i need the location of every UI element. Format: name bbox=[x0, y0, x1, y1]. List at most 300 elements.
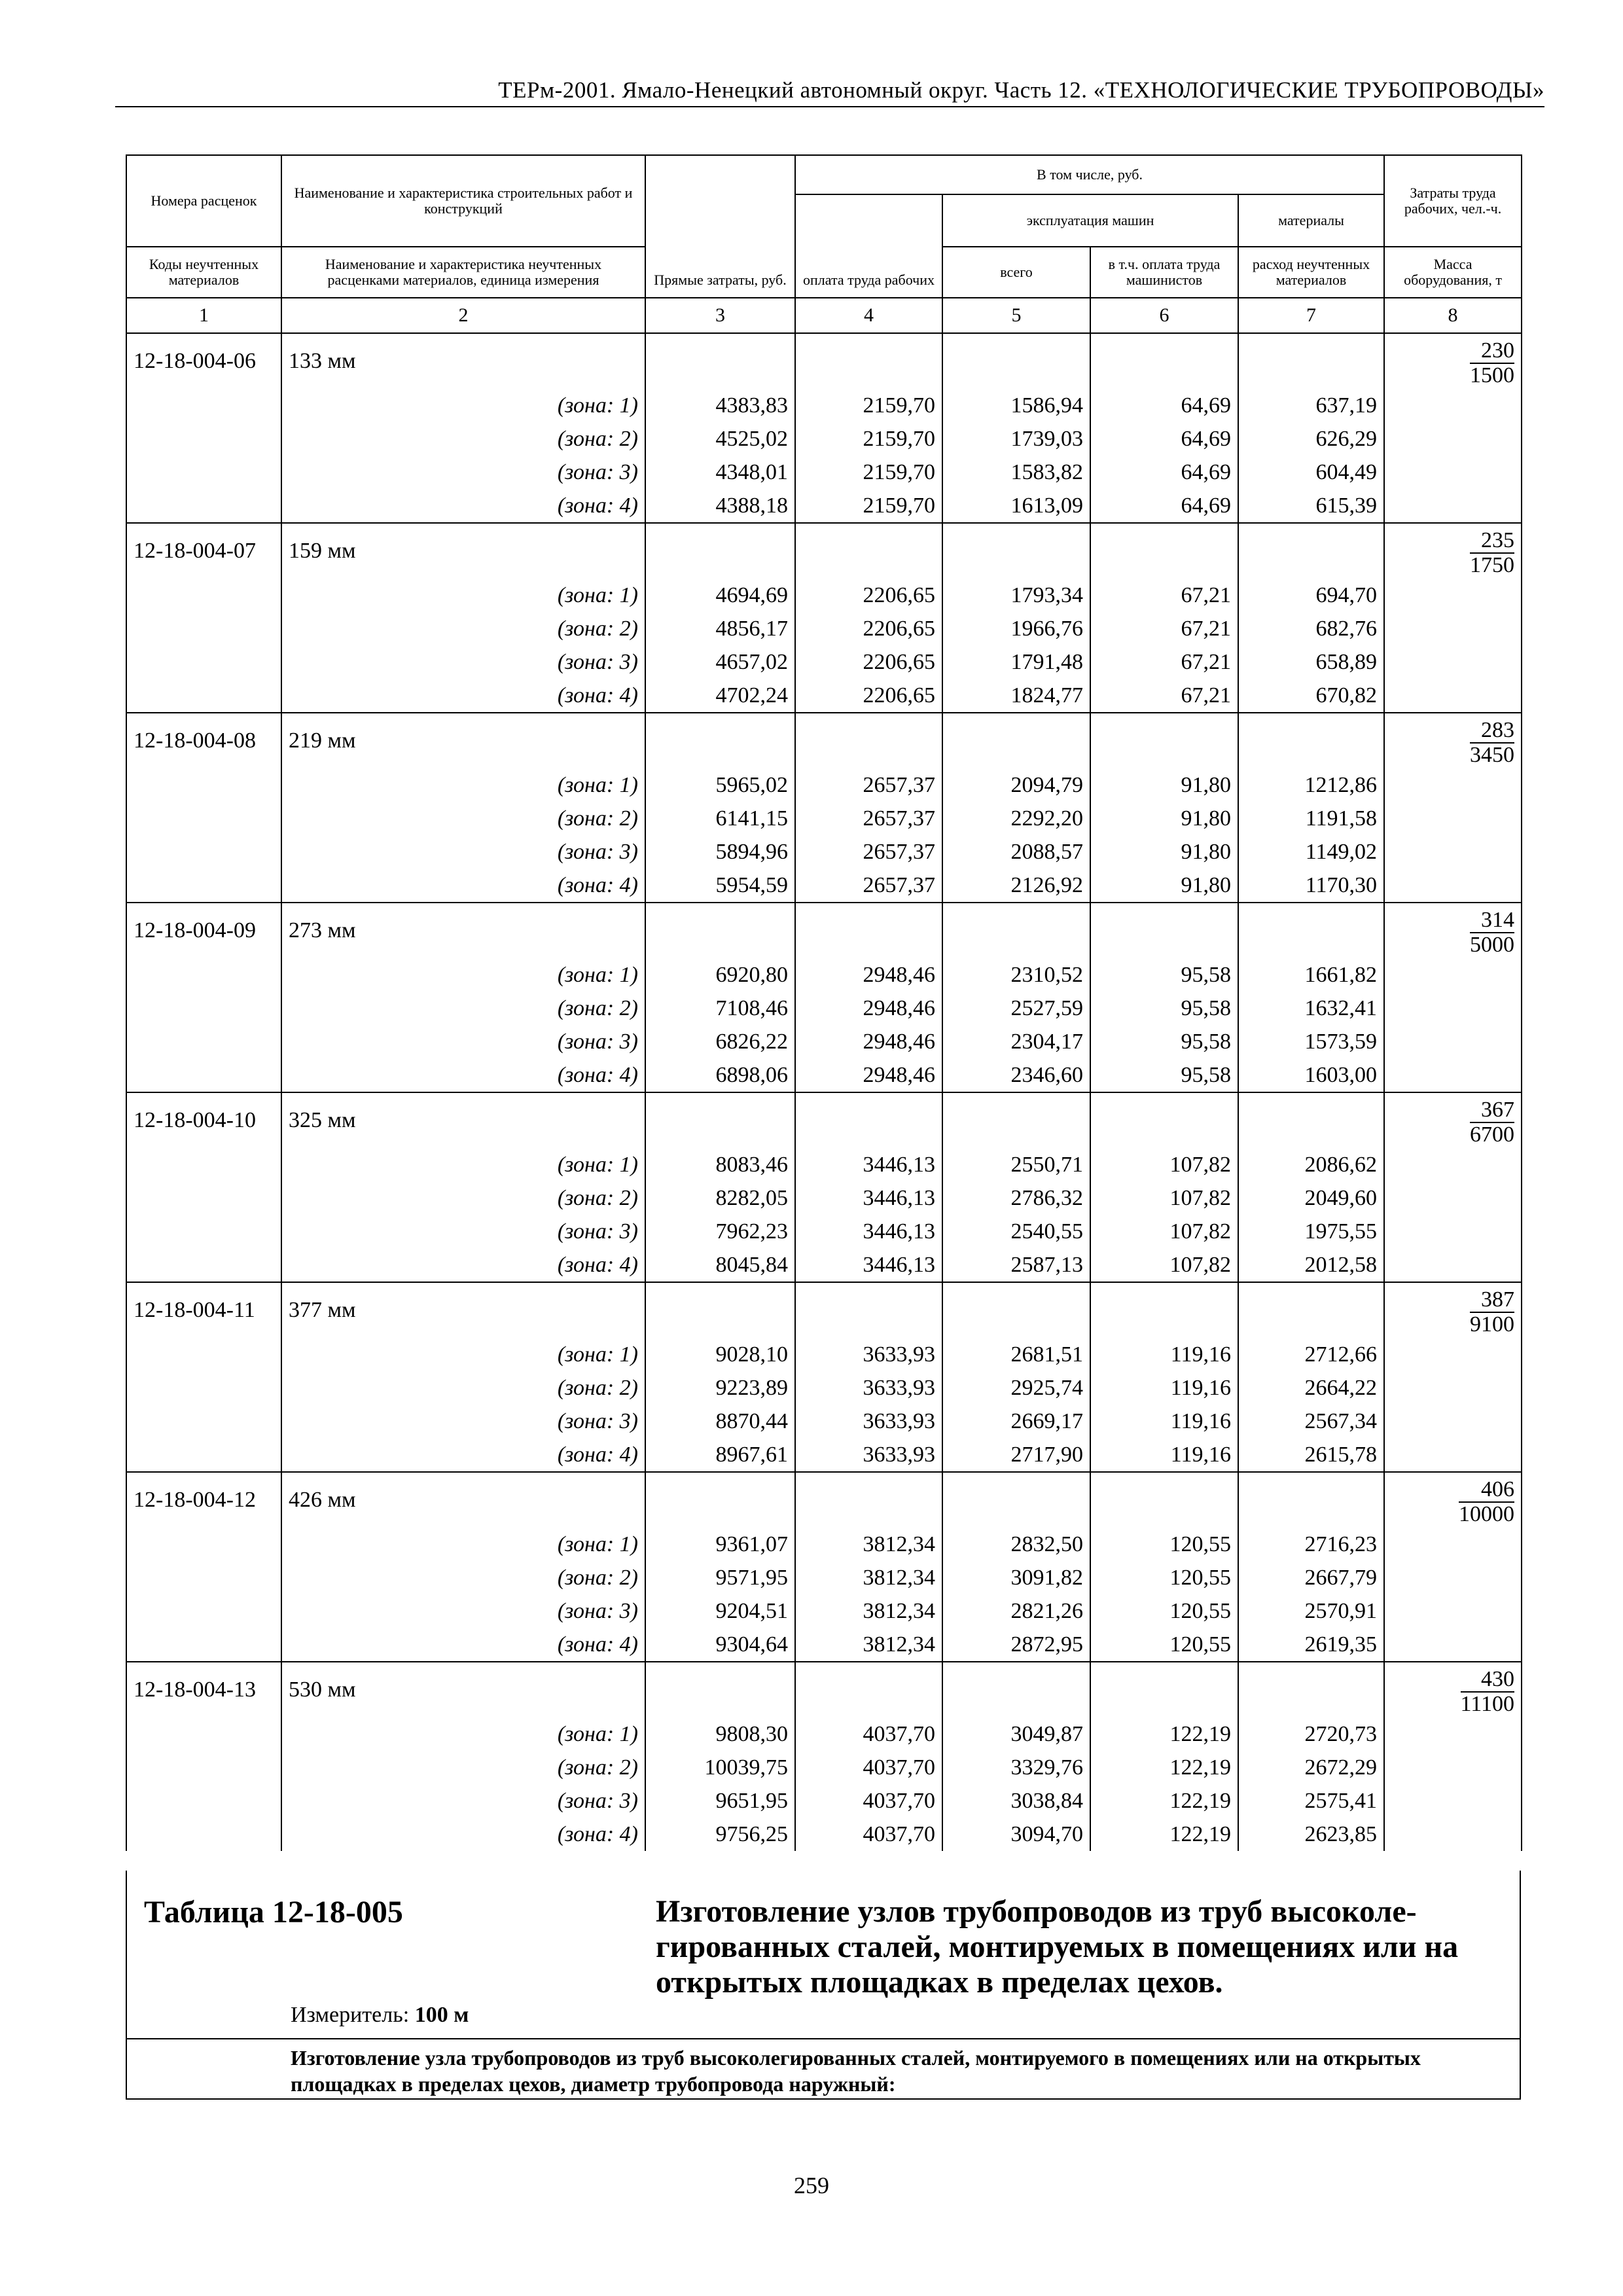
empty-cell bbox=[126, 1624, 281, 1662]
labor-mass-cell bbox=[1384, 903, 1522, 1092]
zone-row bbox=[126, 798, 1522, 831]
empty-cell bbox=[126, 764, 281, 798]
worker-wages-cell: 3446,13 bbox=[795, 1244, 942, 1282]
machines-total-cell: 2088,57 bbox=[942, 831, 1090, 865]
zone-label: (зона: 4) bbox=[281, 1434, 645, 1472]
table-body bbox=[126, 333, 1522, 1851]
rate-code: 12-18-004-09 bbox=[126, 903, 281, 954]
materials-cell: 2049,60 bbox=[1238, 1177, 1384, 1211]
materials-cell: 2720,73 bbox=[1238, 1713, 1384, 1747]
materials-cell: 2567,34 bbox=[1238, 1401, 1384, 1434]
zone-row bbox=[126, 1334, 1522, 1367]
rate-code: 12-18-004-11 bbox=[126, 1282, 281, 1334]
empty-cell bbox=[1238, 1662, 1384, 1713]
header-machines: эксплуатация машин bbox=[942, 194, 1238, 247]
empty-cell bbox=[645, 713, 795, 764]
machinist-wages-cell: 95,58 bbox=[1090, 1021, 1238, 1054]
worker-wages-cell: 2948,46 bbox=[795, 1054, 942, 1092]
materials-cell: 2615,78 bbox=[1238, 1434, 1384, 1472]
column-number: 4 bbox=[795, 298, 942, 333]
worker-wages-cell: 3633,93 bbox=[795, 1367, 942, 1401]
zone-label: (зона: 3) bbox=[281, 1780, 645, 1814]
empty-cell bbox=[126, 418, 281, 452]
worker-wages-cell: 3633,93 bbox=[795, 1334, 942, 1367]
empty-cell bbox=[126, 1401, 281, 1434]
zone-label: (зона: 2) bbox=[281, 988, 645, 1021]
zone-row bbox=[126, 452, 1522, 485]
pipe-diameter: 325 мм bbox=[281, 1092, 645, 1144]
zone-label: (зона: 2) bbox=[281, 1177, 645, 1211]
direct-cost-cell: 9756,25 bbox=[645, 1814, 795, 1851]
machinist-wages-cell: 122,19 bbox=[1090, 1747, 1238, 1780]
zone-row bbox=[126, 1624, 1522, 1662]
machines-total-cell: 2304,17 bbox=[942, 1021, 1090, 1054]
direct-cost-cell: 8083,46 bbox=[645, 1144, 795, 1177]
materials-cell: 1975,55 bbox=[1238, 1211, 1384, 1244]
equipment-mass: 9100 bbox=[1470, 1312, 1515, 1336]
empty-cell bbox=[795, 1282, 942, 1334]
direct-cost-cell: 6826,22 bbox=[645, 1021, 795, 1054]
empty-cell bbox=[1090, 1472, 1238, 1524]
empty-cell bbox=[645, 1092, 795, 1144]
machinist-wages-cell: 107,82 bbox=[1090, 1244, 1238, 1282]
empty-cell bbox=[1090, 1662, 1238, 1713]
empty-cell bbox=[126, 1747, 281, 1780]
empty-cell bbox=[942, 713, 1090, 764]
empty-cell bbox=[1090, 1092, 1238, 1144]
column-number: 2 bbox=[281, 298, 645, 333]
worker-wages-cell: 2657,37 bbox=[795, 865, 942, 903]
machinist-wages-cell: 122,19 bbox=[1090, 1713, 1238, 1747]
machines-total-cell: 3091,82 bbox=[942, 1557, 1090, 1590]
machines-total-cell: 1613,09 bbox=[942, 485, 1090, 523]
zone-label: (зона: 2) bbox=[281, 1557, 645, 1590]
header-col6: в т.ч. оплата труда машинистов bbox=[1090, 247, 1238, 298]
zone-row bbox=[126, 1401, 1522, 1434]
empty-cell bbox=[645, 903, 795, 954]
zone-row bbox=[126, 385, 1522, 418]
zone-label: (зона: 4) bbox=[281, 865, 645, 903]
materials-cell: 1212,86 bbox=[1238, 764, 1384, 798]
machines-total-cell: 2832,50 bbox=[942, 1524, 1090, 1557]
pipe-diameter: 133 мм bbox=[281, 333, 645, 385]
worker-wages-cell: 2206,65 bbox=[795, 575, 942, 608]
zone-label: (зона: 1) bbox=[281, 575, 645, 608]
empty-cell bbox=[645, 1472, 795, 1524]
machines-total-cell: 2669,17 bbox=[942, 1401, 1090, 1434]
direct-cost-cell: 8045,84 bbox=[645, 1244, 795, 1282]
materials-cell: 615,39 bbox=[1238, 485, 1384, 523]
empty-cell bbox=[795, 1662, 942, 1713]
materials-cell: 604,49 bbox=[1238, 452, 1384, 485]
labor-mass-fraction bbox=[1461, 1668, 1514, 1716]
zone-label: (зона: 4) bbox=[281, 485, 645, 523]
materials-cell: 2672,29 bbox=[1238, 1747, 1384, 1780]
column-number: 3 bbox=[645, 298, 795, 333]
worker-wages-cell: 2948,46 bbox=[795, 1021, 942, 1054]
zone-row bbox=[126, 1713, 1522, 1747]
machines-total-cell: 2550,71 bbox=[942, 1144, 1090, 1177]
zone-row bbox=[126, 1211, 1522, 1244]
machines-total-cell: 1793,34 bbox=[942, 575, 1090, 608]
worker-wages-cell: 2206,65 bbox=[795, 608, 942, 641]
zone-row bbox=[126, 988, 1522, 1021]
labor-mass-cell bbox=[1384, 1472, 1522, 1662]
zone-row bbox=[126, 831, 1522, 865]
labor-mass-cell bbox=[1384, 333, 1522, 523]
pipe-diameter: 377 мм bbox=[281, 1282, 645, 1334]
zone-row bbox=[126, 1557, 1522, 1590]
zone-row bbox=[126, 1434, 1522, 1472]
zone-label: (зона: 3) bbox=[281, 831, 645, 865]
direct-cost-cell: 9204,51 bbox=[645, 1590, 795, 1624]
worker-wages-cell: 2657,37 bbox=[795, 764, 942, 798]
direct-cost-cell: 8870,44 bbox=[645, 1401, 795, 1434]
worker-wages-cell: 2206,65 bbox=[795, 641, 942, 675]
materials-cell: 1149,02 bbox=[1238, 831, 1384, 865]
empty-cell bbox=[126, 485, 281, 523]
worker-wages-cell: 3633,93 bbox=[795, 1401, 942, 1434]
worker-wages-cell: 3446,13 bbox=[795, 1177, 942, 1211]
labor-cost: 387 bbox=[1470, 1288, 1514, 1313]
materials-cell: 694,70 bbox=[1238, 575, 1384, 608]
empty-cell bbox=[795, 523, 942, 575]
machinist-wages-cell: 122,19 bbox=[1090, 1780, 1238, 1814]
direct-cost-cell: 4702,24 bbox=[645, 675, 795, 713]
machinist-wages-cell: 120,55 bbox=[1090, 1524, 1238, 1557]
worker-wages-cell: 2657,37 bbox=[795, 798, 942, 831]
header-col2-bottom: Наименование и характеристика неучтенных расценками материалов, единица измерения bbox=[281, 247, 645, 298]
zone-label: (зона: 3) bbox=[281, 452, 645, 485]
empty-cell bbox=[126, 865, 281, 903]
empty-cell bbox=[942, 523, 1090, 575]
machines-total-cell: 2540,55 bbox=[942, 1211, 1090, 1244]
empty-cell bbox=[126, 1144, 281, 1177]
materials-cell: 1170,30 bbox=[1238, 865, 1384, 903]
empty-cell bbox=[126, 675, 281, 713]
zone-label: (зона: 4) bbox=[281, 1054, 645, 1092]
materials-cell: 670,82 bbox=[1238, 675, 1384, 713]
zone-label: (зона: 1) bbox=[281, 1713, 645, 1747]
labor-mass-fraction bbox=[1470, 529, 1514, 577]
empty-cell bbox=[126, 1334, 281, 1367]
rate-code: 12-18-004-07 bbox=[126, 523, 281, 575]
materials-cell: 2667,79 bbox=[1238, 1557, 1384, 1590]
materials-cell: 2086,62 bbox=[1238, 1144, 1384, 1177]
materials-cell: 1661,82 bbox=[1238, 954, 1384, 988]
materials-cell: 2664,22 bbox=[1238, 1367, 1384, 1401]
empty-cell bbox=[126, 988, 281, 1021]
empty-cell bbox=[942, 1472, 1090, 1524]
machines-total-cell: 2681,51 bbox=[942, 1334, 1090, 1367]
worker-wages-cell: 3633,93 bbox=[795, 1434, 942, 1472]
zone-row bbox=[126, 575, 1522, 608]
direct-cost-cell: 5894,96 bbox=[645, 831, 795, 865]
empty-cell bbox=[126, 385, 281, 418]
materials-cell: 626,29 bbox=[1238, 418, 1384, 452]
header-col7: расход неучтенных материалов bbox=[1238, 247, 1384, 298]
equipment-mass: 3450 bbox=[1470, 743, 1515, 767]
header-col4: оплата труда рабочих bbox=[795, 194, 942, 298]
header-group-label: В том числе, руб. bbox=[795, 155, 1384, 194]
header-col5: всего bbox=[942, 247, 1090, 298]
labor-mass-fraction bbox=[1459, 1478, 1514, 1526]
empty-cell bbox=[126, 954, 281, 988]
direct-cost-cell: 9304,64 bbox=[645, 1624, 795, 1662]
machinist-wages-cell: 91,80 bbox=[1090, 764, 1238, 798]
zone-row bbox=[126, 641, 1522, 675]
labor-mass-cell bbox=[1384, 1092, 1522, 1282]
rate-group-header-row bbox=[126, 713, 1522, 764]
rate-code: 12-18-004-13 bbox=[126, 1662, 281, 1713]
rate-group-header-row bbox=[126, 1662, 1522, 1713]
zone-row bbox=[126, 1367, 1522, 1401]
empty-cell bbox=[1090, 1282, 1238, 1334]
header-col8-top: Затраты труда рабочих, чел.-ч. bbox=[1384, 155, 1522, 247]
zone-label: (зона: 3) bbox=[281, 641, 645, 675]
worker-wages-cell: 4037,70 bbox=[795, 1814, 942, 1851]
machinist-wages-cell: 64,69 bbox=[1090, 452, 1238, 485]
header-col1-bottom: Коды неучтенных материалов bbox=[126, 247, 281, 298]
labor-cost: 430 bbox=[1461, 1668, 1514, 1693]
direct-cost-cell: 9651,95 bbox=[645, 1780, 795, 1814]
zone-row bbox=[126, 1054, 1522, 1092]
rate-group-header-row bbox=[126, 1282, 1522, 1334]
worker-wages-cell: 3446,13 bbox=[795, 1211, 942, 1244]
labor-cost: 283 bbox=[1470, 719, 1514, 744]
column-number: 8 bbox=[1384, 298, 1522, 333]
direct-cost-cell: 9223,89 bbox=[645, 1367, 795, 1401]
machinist-wages-cell: 67,21 bbox=[1090, 608, 1238, 641]
labor-cost: 406 bbox=[1459, 1478, 1514, 1503]
zone-label: (зона: 4) bbox=[281, 1814, 645, 1851]
zone-row bbox=[126, 1747, 1522, 1780]
labor-cost: 314 bbox=[1470, 908, 1514, 933]
equipment-mass: 6700 bbox=[1470, 1122, 1515, 1147]
machinist-wages-cell: 107,82 bbox=[1090, 1211, 1238, 1244]
zone-label: (зона: 2) bbox=[281, 1747, 645, 1780]
zone-label: (зона: 3) bbox=[281, 1401, 645, 1434]
machinist-wages-cell: 107,82 bbox=[1090, 1144, 1238, 1177]
rate-group-header-row bbox=[126, 1472, 1522, 1524]
empty-cell bbox=[942, 1662, 1090, 1713]
machines-total-cell: 2786,32 bbox=[942, 1177, 1090, 1211]
empty-cell bbox=[795, 713, 942, 764]
direct-cost-cell: 4383,83 bbox=[645, 385, 795, 418]
zone-row bbox=[126, 1814, 1522, 1851]
machinist-wages-cell: 64,69 bbox=[1090, 385, 1238, 418]
zone-label: (зона: 1) bbox=[281, 954, 645, 988]
empty-cell bbox=[645, 1662, 795, 1713]
worker-wages-cell: 2206,65 bbox=[795, 675, 942, 713]
labor-mass-fraction bbox=[1470, 339, 1514, 387]
empty-cell bbox=[126, 831, 281, 865]
machinist-wages-cell: 91,80 bbox=[1090, 831, 1238, 865]
zone-label: (зона: 1) bbox=[281, 1524, 645, 1557]
machines-total-cell: 2872,95 bbox=[942, 1624, 1090, 1662]
machines-total-cell: 3038,84 bbox=[942, 1780, 1090, 1814]
machines-total-cell: 3094,70 bbox=[942, 1814, 1090, 1851]
worker-wages-cell: 4037,70 bbox=[795, 1747, 942, 1780]
empty-cell bbox=[126, 1211, 281, 1244]
zone-row bbox=[126, 865, 1522, 903]
machines-total-cell: 3049,87 bbox=[942, 1713, 1090, 1747]
empty-cell bbox=[126, 1590, 281, 1624]
empty-cell bbox=[942, 333, 1090, 385]
zone-row bbox=[126, 418, 1522, 452]
next-table-description: Изготовление узла трубопроводов из труб высоколегированных сталей, монтируемого в помещениях или на открытых площадках в пределах цехов, диаметр трубопровода наружный: bbox=[291, 2046, 1421, 2096]
machines-total-cell: 2717,90 bbox=[942, 1434, 1090, 1472]
machinist-wages-cell: 67,21 bbox=[1090, 641, 1238, 675]
empty-cell bbox=[126, 1021, 281, 1054]
zone-label: (зона: 1) bbox=[281, 1144, 645, 1177]
machinist-wages-cell: 67,21 bbox=[1090, 675, 1238, 713]
rate-code: 12-18-004-08 bbox=[126, 713, 281, 764]
zone-row bbox=[126, 1244, 1522, 1282]
worker-wages-cell: 2948,46 bbox=[795, 988, 942, 1021]
worker-wages-cell: 4037,70 bbox=[795, 1780, 942, 1814]
zone-row bbox=[126, 675, 1522, 713]
materials-cell: 682,76 bbox=[1238, 608, 1384, 641]
running-header: ТЕРм-2001. Ямало-Ненецкий автономный округ. Часть 12. «ТЕХНОЛОГИЧЕСКИЕ ТРУБОПРОВОДЫ» bbox=[498, 77, 1544, 103]
zone-label: (зона: 4) bbox=[281, 675, 645, 713]
equipment-mass: 1750 bbox=[1470, 553, 1515, 577]
worker-wages-cell: 2159,70 bbox=[795, 385, 942, 418]
machines-total-cell: 2587,13 bbox=[942, 1244, 1090, 1282]
worker-wages-cell: 2657,37 bbox=[795, 831, 942, 865]
worker-wages-cell: 4037,70 bbox=[795, 1713, 942, 1747]
zone-row bbox=[126, 1177, 1522, 1211]
empty-cell bbox=[645, 333, 795, 385]
zone-label: (зона: 1) bbox=[281, 1334, 645, 1367]
empty-cell bbox=[1238, 1092, 1384, 1144]
direct-cost-cell: 7962,23 bbox=[645, 1211, 795, 1244]
machinist-wages-cell: 119,16 bbox=[1090, 1367, 1238, 1401]
machinist-wages-cell: 120,55 bbox=[1090, 1624, 1238, 1662]
empty-cell bbox=[942, 903, 1090, 954]
direct-cost-cell: 10039,75 bbox=[645, 1747, 795, 1780]
direct-cost-cell: 5965,02 bbox=[645, 764, 795, 798]
empty-cell bbox=[645, 523, 795, 575]
labor-mass-cell bbox=[1384, 1282, 1522, 1472]
header-col8-bottom: Масса оборудования, т bbox=[1384, 247, 1522, 298]
machinist-wages-cell: 120,55 bbox=[1090, 1590, 1238, 1624]
machines-total-cell: 2094,79 bbox=[942, 764, 1090, 798]
empty-cell bbox=[126, 1780, 281, 1814]
column-number: 5 bbox=[942, 298, 1090, 333]
machinist-wages-cell: 95,58 bbox=[1090, 988, 1238, 1021]
direct-cost-cell: 6141,15 bbox=[645, 798, 795, 831]
empty-cell bbox=[795, 1092, 942, 1144]
empty-cell bbox=[645, 1282, 795, 1334]
pipe-diameter: 426 мм bbox=[281, 1472, 645, 1524]
zone-row bbox=[126, 485, 1522, 523]
materials-cell: 1603,00 bbox=[1238, 1054, 1384, 1092]
empty-cell bbox=[942, 1282, 1090, 1334]
empty-cell bbox=[126, 641, 281, 675]
zone-label: (зона: 1) bbox=[281, 385, 645, 418]
direct-cost-cell: 8967,61 bbox=[645, 1434, 795, 1472]
equipment-mass: 10000 bbox=[1459, 1502, 1515, 1526]
labor-mass-fraction bbox=[1470, 1098, 1514, 1147]
machines-total-cell: 3329,76 bbox=[942, 1747, 1090, 1780]
zone-label: (зона: 2) bbox=[281, 1367, 645, 1401]
worker-wages-cell: 3812,34 bbox=[795, 1624, 942, 1662]
machines-total-cell: 1966,76 bbox=[942, 608, 1090, 641]
direct-cost-cell: 9361,07 bbox=[645, 1524, 795, 1557]
empty-cell bbox=[126, 575, 281, 608]
zone-row bbox=[126, 608, 1522, 641]
empty-cell bbox=[126, 608, 281, 641]
rate-code: 12-18-004-06 bbox=[126, 333, 281, 385]
rate-code: 12-18-004-12 bbox=[126, 1472, 281, 1524]
empty-cell bbox=[126, 1557, 281, 1590]
direct-cost-cell: 4856,17 bbox=[645, 608, 795, 641]
machinist-wages-cell: 119,16 bbox=[1090, 1401, 1238, 1434]
empty-cell bbox=[1090, 333, 1238, 385]
worker-wages-cell: 2948,46 bbox=[795, 954, 942, 988]
empty-cell bbox=[1238, 1472, 1384, 1524]
header-col1-top: Номера расценок bbox=[126, 155, 281, 247]
empty-cell bbox=[126, 1177, 281, 1211]
worker-wages-cell: 3812,34 bbox=[795, 1590, 942, 1624]
pipe-diameter: 159 мм bbox=[281, 523, 645, 575]
worker-wages-cell: 2159,70 bbox=[795, 452, 942, 485]
machinist-wages-cell: 91,80 bbox=[1090, 798, 1238, 831]
materials-cell: 2623,85 bbox=[1238, 1814, 1384, 1851]
materials-cell: 2570,91 bbox=[1238, 1590, 1384, 1624]
empty-cell bbox=[795, 903, 942, 954]
zone-label: (зона: 2) bbox=[281, 608, 645, 641]
machines-total-cell: 1583,82 bbox=[942, 452, 1090, 485]
empty-cell bbox=[1238, 333, 1384, 385]
empty-cell bbox=[1090, 903, 1238, 954]
next-table-title: Изготовление узлов трубопроводов из труб высоколе-гированных сталей, монтируемых в помещениях или на открытых площадках в пределах цехов. bbox=[656, 1894, 1459, 2000]
worker-wages-cell: 3446,13 bbox=[795, 1144, 942, 1177]
materials-cell: 1632,41 bbox=[1238, 988, 1384, 1021]
materials-cell: 658,89 bbox=[1238, 641, 1384, 675]
empty-cell bbox=[126, 1054, 281, 1092]
direct-cost-cell: 9571,95 bbox=[645, 1557, 795, 1590]
zone-row bbox=[126, 1780, 1522, 1814]
empty-cell bbox=[126, 1434, 281, 1472]
labor-cost: 367 bbox=[1470, 1098, 1514, 1123]
zone-label: (зона: 1) bbox=[281, 764, 645, 798]
header-rule bbox=[115, 106, 1544, 107]
zone-label: (зона: 3) bbox=[281, 1021, 645, 1054]
direct-cost-cell: 4348,01 bbox=[645, 452, 795, 485]
table-header bbox=[126, 155, 1522, 333]
empty-cell bbox=[126, 1713, 281, 1747]
zone-row bbox=[126, 954, 1522, 988]
machinist-wages-cell: 107,82 bbox=[1090, 1177, 1238, 1211]
labor-mass-cell bbox=[1384, 713, 1522, 903]
page-number: 259 bbox=[794, 2172, 829, 2198]
labor-mass-fraction bbox=[1470, 719, 1514, 767]
caption-rule bbox=[127, 2038, 1520, 2039]
empty-cell bbox=[126, 452, 281, 485]
pipe-diameter: 273 мм bbox=[281, 903, 645, 954]
machinist-wages-cell: 95,58 bbox=[1090, 954, 1238, 988]
materials-cell: 2619,35 bbox=[1238, 1624, 1384, 1662]
empty-cell bbox=[126, 1244, 281, 1282]
empty-cell bbox=[795, 1472, 942, 1524]
rate-group-header-row bbox=[126, 523, 1522, 575]
labor-mass-cell bbox=[1384, 523, 1522, 713]
zone-label: (зона: 2) bbox=[281, 418, 645, 452]
empty-cell bbox=[1238, 1282, 1384, 1334]
worker-wages-cell: 2159,70 bbox=[795, 485, 942, 523]
